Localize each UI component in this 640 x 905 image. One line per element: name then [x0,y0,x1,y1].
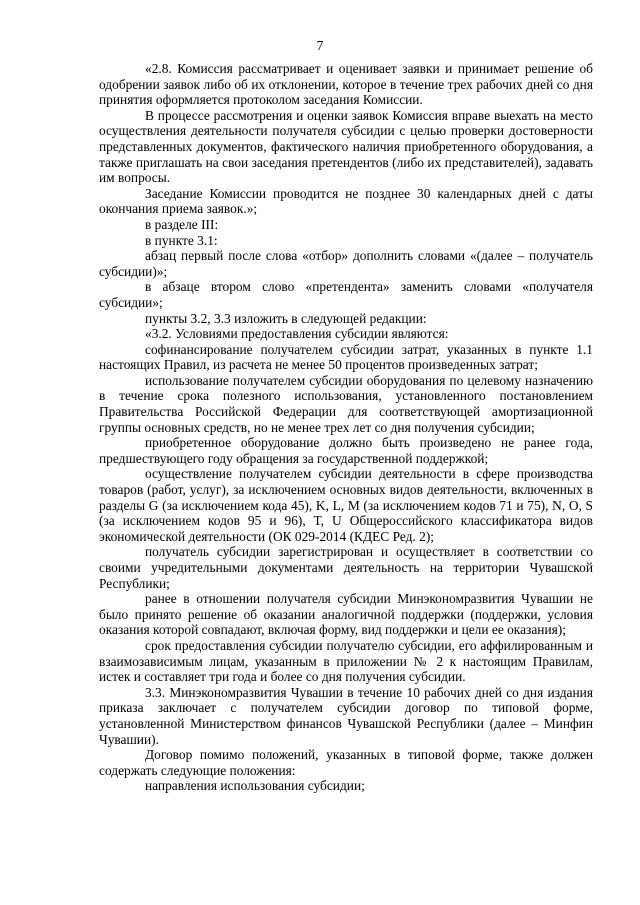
paragraph-equipment-date: приобретенное оборудование должно быть произведено не ранее года, предшествующего году обращения за государственной поддержкой; [99,435,593,466]
paragraph-2-8: «2.8. Комиссия рассматривает и оценивает заявки и принимает решение об одобрении заявок либо об их отклонении, которое в течение трех рабочих дней со дня принятия оформляется протоколом заседания Комиссии. [99,61,593,108]
paragraph-equipment-use: использование получателем субсидии оборудования по целевому назначению в течение срока полезного использования, установленного постановлением Правительства Российской Федерации для соответствующей амортизационной группы основных средств, но не менее трех лет со дня получения субсидии; [99,372,593,435]
paragraph-3-2-conditions: «3.2. Условиями предоставления субсидии являются: [145,326,449,342]
paragraph-prior-support: ранее в отношении получателя субсидии Минэкономразвития Чувашии не было принято решение об оказании аналогичной поддержки (поддержки, условия оказания которой совпадают, включая форму, вид поддержки и цели ее оказания); [99,591,593,638]
paragraph-support-period: срок предоставления субсидии получателю субсидии, его аффилированным и взаимозависимым лицам, указанным в приложении № 2 к настоящим Правилам, истек и составляет три года и более со дня получения субсидии. [99,637,593,685]
paragraph-activity-sphere: осуществление получателем субсидии деятельности в сфере производства товаров (работ, услуг), за исключением основных видов деятельности, включенных в разделы G (за исключением кода 45), K, L, M (за исключением кодов 71 и 75), N, O, S (за исключением кодов 95 и 96), T, U Общероссийского классификатора видов экономической деятельности (ОК 029-2014 (КДЕС Ред. 2); [99,466,593,544]
document-body [99,61,593,794]
page-number: 7 [316,38,324,53]
paragraph-point-3-1: в пункте 3.1: [145,232,218,248]
paragraph-cofinancing: софинансирование получателем субсидии затрат, указанных в пункте 1.1 настоящих Правил, из расчета не менее 50 процентов произведенных затрат; [99,341,593,373]
paragraph-3-3-agreement: 3.3. Минэкономразвития Чувашии в течение 10 рабочих дней со дня издания приказа заключает с получателем субсидии договор по типовой форме, установленной Министерством финансов Чувашской Республики (далее – Минфин Чувашии). [99,684,593,747]
paragraph-meeting-deadline: Заседание Комиссии проводится не позднее 30 календарных дней с даты окончания приема заявок.»; [99,185,593,217]
paragraph-subsidy-directions: направления использования субсидии; [145,778,365,794]
paragraph-section-3: в разделе III: [145,216,219,232]
paragraph-first-abzac: абзац первый после слова «отбор» дополнить словами «(далее – получатель субсидии)»; [99,248,593,279]
paragraph-commission-visit: В процессе рассмотрения и оценки заявок Комиссия вправе выехать на место осуществления деятельности получателя субсидии с целью проверки достоверности представленных документов, фактического наличия приобретенного оборудования, а также приглашать на свои заседания претендентов (либо их представителей), задавать им вопросы. [99,107,593,186]
paragraph-registration: получатель субсидии зарегистрирован и осуществляет в соответствии со своими учредительными документами деятельность на территории Чувашской Республики; [99,544,593,591]
paragraph-points-3-2-3-3: пункты 3.2, 3.3 изложить в следующей редакции: [145,310,427,326]
paragraph-second-abzac: в абзаце втором слово «претендента» заменить словами «получателя субсидии»; [99,279,593,310]
paragraph-agreement-contents: Договор помимо положений, указанных в типовой форме, также должен содержать следующие положения: [99,747,593,778]
